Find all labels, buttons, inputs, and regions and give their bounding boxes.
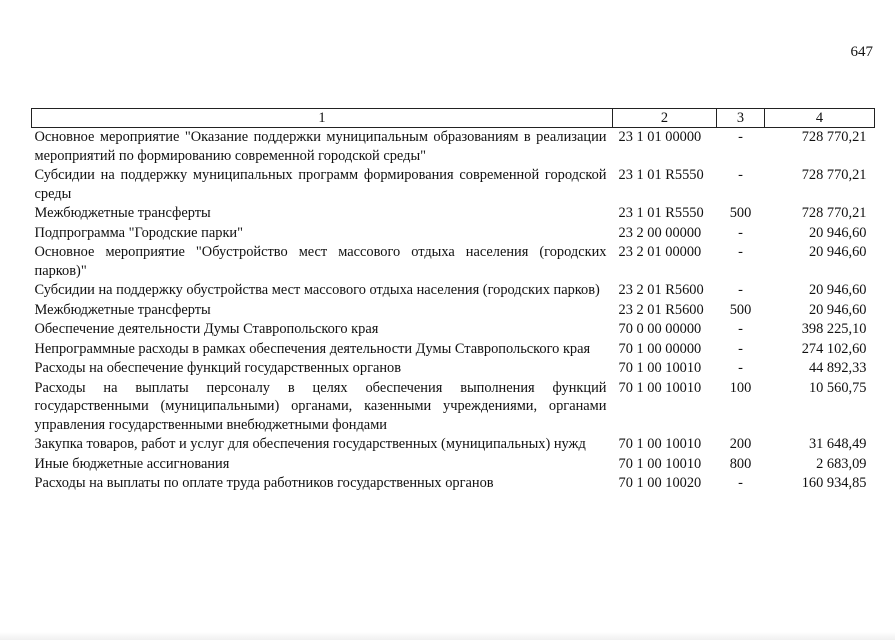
table-row: [32, 340, 875, 360]
row-expense-type: -: [738, 129, 743, 145]
table-row: [32, 379, 875, 436]
row-code: 23 2 00 00000: [618, 224, 702, 241]
row-code: 23 2 01 R5600: [618, 282, 704, 298]
table-row: [32, 204, 875, 224]
table-row: [32, 128, 875, 167]
row-name: Субсидии на поддержку обустройства мест массового отдыха населения (городских парков): [34, 282, 600, 298]
row-code: 70 1 00 10020: [618, 475, 702, 491]
row-code: 70 1 00 10010: [618, 379, 702, 396]
table-body: [32, 128, 875, 494]
row-name: Иные бюджетные ассигнования: [34, 455, 230, 472]
row-expense-type: -: [738, 224, 743, 241]
row-name: Расходы на выплаты по оплате труда работников государственных органов: [34, 475, 494, 491]
row-expense-type: -: [738, 360, 743, 376]
row-sum: 20 946,60: [808, 224, 867, 241]
page-number: 647: [850, 44, 873, 60]
column-header-name: 1: [32, 109, 613, 128]
row-name: Расходы на выплаты персоналу в целях обеспечения выполнения функций государственными (муниципальными) органами, казенными учреждениями, органами управления государственными внебюджетными фондами: [34, 379, 607, 433]
table-row: [32, 166, 875, 204]
table-header: [32, 109, 875, 128]
column-header-type: 3: [717, 109, 765, 128]
row-sum: 2 683,09: [816, 455, 867, 472]
row-name: Основное мероприятие "Обустройство мест массового отдыха населения (городских парков)": [34, 244, 607, 279]
row-expense-type: 500: [729, 301, 752, 318]
row-code: 23 1 01 R5550: [618, 167, 704, 183]
row-code: 70 1 00 10010: [618, 360, 702, 376]
table-row: [32, 320, 875, 340]
table-row: [32, 359, 875, 379]
table-row: [32, 435, 875, 455]
row-sum: 160 934,85: [801, 475, 867, 491]
row-sum: 20 946,60: [808, 301, 867, 318]
header-row: [32, 109, 875, 128]
row-sum: 728 770,21: [801, 205, 867, 221]
table-row: [32, 281, 875, 301]
row-name: Расходы на обеспечение функций государственных органов: [34, 360, 402, 376]
row-sum: 20 946,60: [808, 244, 867, 260]
row-expense-type: -: [738, 340, 743, 357]
row-sum: 728 770,21: [801, 167, 867, 183]
row-sum: 398 225,10: [801, 321, 867, 337]
row-name: Подпрограмма "Городские парки": [34, 224, 244, 241]
column-header-sum: 4: [765, 109, 875, 128]
row-sum: 31 648,49: [808, 436, 867, 452]
row-name: Межбюджетные трансферты: [34, 205, 211, 221]
table-row: [32, 301, 875, 321]
row-code: 70 0 00 00000: [618, 321, 702, 337]
row-expense-type: -: [738, 475, 743, 491]
row-expense-type: -: [738, 282, 743, 298]
column-header-code: 2: [613, 109, 717, 128]
row-code: 70 1 00 10010: [618, 455, 702, 472]
row-expense-type: -: [738, 244, 743, 260]
row-name: Непрограммные расходы в рамках обеспечения деятельности Думы Ставропольского края: [34, 340, 591, 357]
row-sum: 44 892,33: [808, 360, 867, 376]
row-code: 23 2 01 R5600: [618, 301, 704, 318]
row-expense-type: 500: [729, 205, 752, 221]
row-code: 70 1 00 00000: [618, 340, 702, 357]
row-sum: 274 102,60: [801, 340, 867, 357]
row-sum: 20 946,60: [808, 282, 867, 298]
row-name: Закупка товаров, работ и услуг для обеспечения государственных (муниципальных) нужд: [34, 436, 586, 452]
table-row: [32, 455, 875, 475]
row-sum: 728 770,21: [801, 129, 867, 145]
row-expense-type: 100: [729, 379, 752, 396]
row-expense-type: -: [738, 321, 743, 337]
table-row: [32, 224, 875, 244]
row-expense-type: 800: [729, 455, 752, 472]
row-expense-type: 200: [729, 436, 752, 452]
row-name: Основное мероприятие "Оказание поддержки муниципальным образованиям в реализации мероприятий по формированию современной городской среды": [34, 129, 607, 164]
row-code: 23 1 01 00000: [618, 129, 702, 145]
row-name: Межбюджетные трансферты: [34, 301, 211, 318]
table-row: [32, 243, 875, 281]
row-expense-type: -: [738, 167, 743, 183]
table-row: [32, 474, 875, 494]
scan-edge: [0, 632, 895, 640]
row-code: 23 2 01 00000: [618, 244, 702, 260]
row-name: Обеспечение деятельности Думы Ставропольского края: [34, 321, 379, 337]
row-code: 23 1 01 R5550: [618, 205, 704, 221]
row-sum: 10 560,75: [808, 379, 867, 396]
budget-table: [31, 108, 875, 494]
row-name: Субсидии на поддержку муниципальных программ формирования современной городской среды: [34, 167, 607, 202]
row-code: 70 1 00 10010: [618, 436, 702, 452]
